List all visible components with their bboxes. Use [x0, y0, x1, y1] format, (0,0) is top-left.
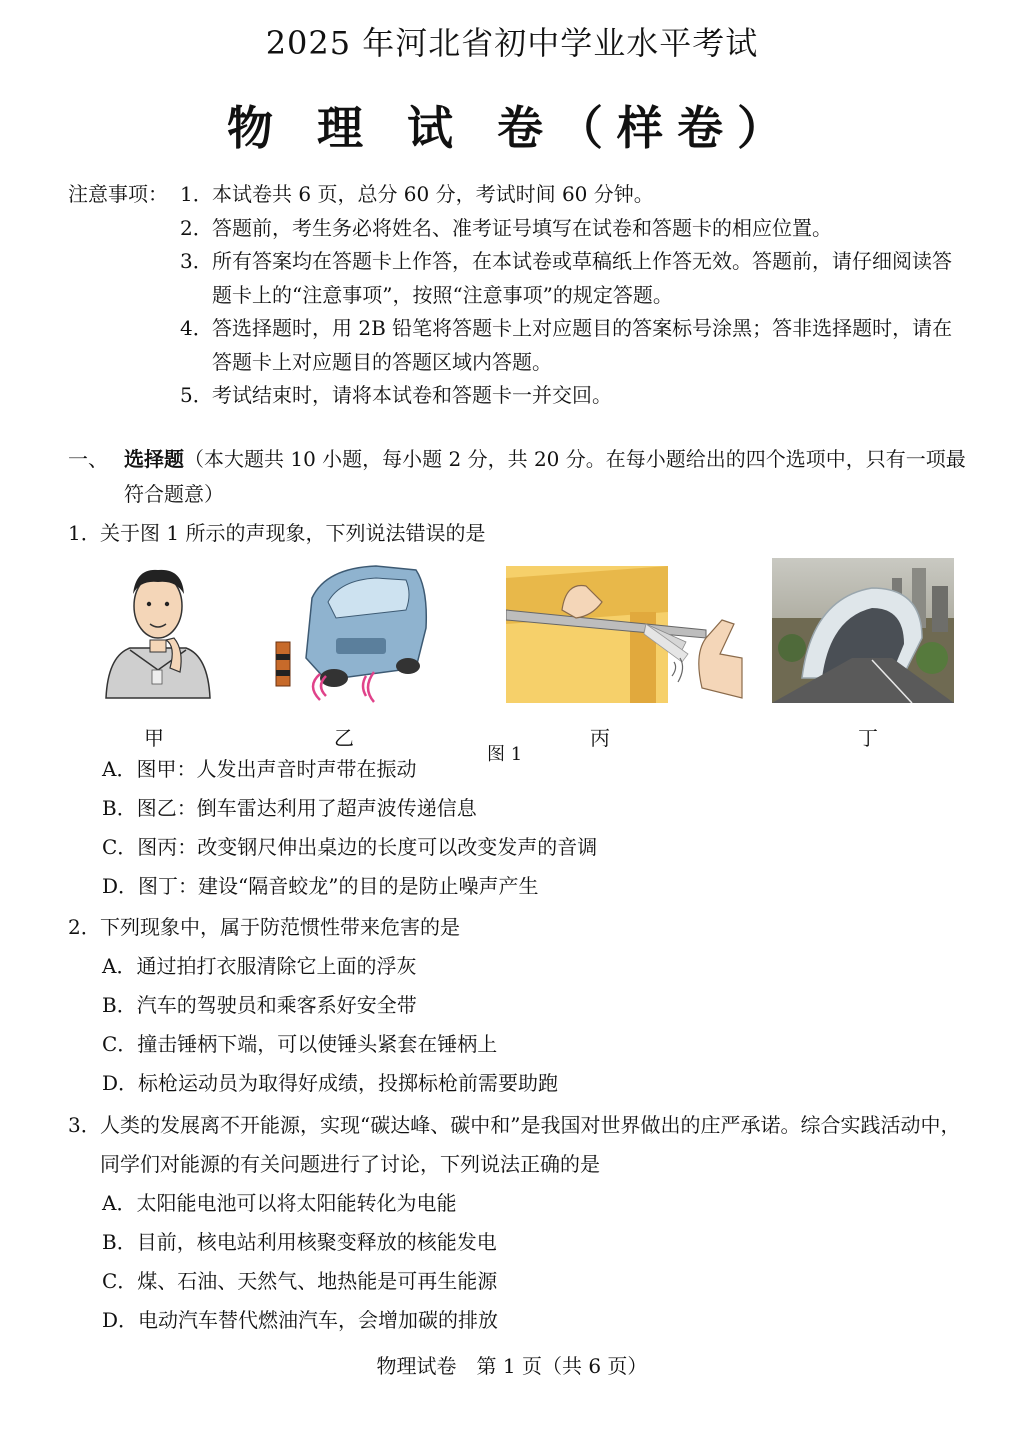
question-number: 1． [68, 521, 101, 545]
question-stem [68, 514, 968, 553]
notice-item [180, 212, 960, 246]
option-b: B．目前，核电站利用核聚变释放的核能发电 [102, 1230, 497, 1254]
figure-car-reversing-radar [266, 558, 432, 703]
option-c: C．图丙：改变钢尺伸出桌边的长度可以改变发声的音调 [102, 835, 598, 859]
notice-item-num: 2． [180, 215, 213, 240]
section-name: 选择题 [124, 447, 184, 471]
option-a: A．图甲：人发出声音时声带在振动 [102, 757, 417, 781]
figure-caption: 丁 [858, 726, 878, 750]
notice-item [180, 312, 960, 379]
notice-item [180, 245, 960, 312]
notice-item [180, 379, 960, 413]
figure-caption: 乙 [334, 726, 354, 750]
option-d: D．电动汽车替代燃油汽车，会增加碳的排放 [102, 1308, 499, 1332]
question-2 [68, 908, 968, 1103]
notice-item-text: 所有答案均在答题卡上作答，在本试卷或草稿纸上作答无效。答题前，请仔细阅读答题卡上的“注意事项”，按照“注意事项”的规定答题。 [212, 249, 952, 307]
option-d: D．图丁：建设“隔音蛟龙”的目的是防止噪声产生 [102, 874, 539, 898]
section-number: 一、 [68, 447, 108, 471]
option-c: C．撞击锤柄下端，可以使锤头紧套在锤柄上 [102, 1032, 498, 1056]
figure-person-speaking [100, 558, 216, 703]
figure-noise-barrier-tunnel [772, 558, 954, 703]
option-b: B．图乙：倒车雷达利用了超声波传递信息 [102, 796, 477, 820]
notice-item-num: 4． [180, 316, 213, 340]
question-number: 2． [68, 915, 101, 939]
question-text: 下列现象中，属于防范惯性带来危害的是 [100, 915, 460, 939]
notice-item-text: 本试卷共 6 页，总分 60 分，考试时间 60 分钟。 [212, 182, 654, 206]
section-header [68, 442, 968, 512]
notice-item-num: 3． [180, 249, 213, 273]
page-footer: 物理试卷 第 1 页（共 6 页） [376, 1354, 648, 1378]
question-stem [68, 1106, 968, 1184]
section-text [124, 442, 968, 512]
notice-item-text: 考试结束时，请将本试卷和答题卡一并交回。 [212, 383, 612, 407]
option-a: A．太阳能电池可以将太阳能转化为电能 [102, 1191, 457, 1215]
notice-label: 注意事项： [68, 182, 168, 206]
notice-item-text: 答选择题时，用 2B 铅笔将答题卡上对应题目的答案标号涂黑；答非选择题时，请在答题卡上对应题目的答题区域内答题。 [212, 316, 953, 374]
figure-caption: 甲 [144, 726, 164, 750]
figure-label: 图 1 [487, 744, 523, 765]
question-stem [68, 908, 968, 947]
figure-caption: 丙 [590, 726, 610, 750]
question-number: 3． [68, 1113, 101, 1137]
notice-list [180, 178, 960, 413]
option-b: B．汽车的驾驶员和乘客系好安全带 [102, 993, 417, 1017]
question-1-options [68, 750, 968, 906]
notice-item-num: 5． [180, 383, 213, 407]
figure-steel-ruler-table [506, 558, 748, 703]
exam-title: 2025 年河北省初中学业水平考试 [265, 24, 759, 62]
question-text: 人类的发展离不开能源，实现“碳达峰、碳中和”是我国对世界做出的庄严承诺。综合实践活动中，同学们对能源的有关问题进行了讨论，下列说法正确的是 [100, 1113, 961, 1176]
question-1 [68, 514, 968, 553]
question-text: 关于图 1 所示的声现象，下列说法错误的是 [100, 521, 486, 545]
option-d: D．标枪运动员为取得好成绩，投掷标枪前需要助跑 [102, 1071, 559, 1095]
section-description: （本大题共 10 小题，每小题 2 分，共 20 分。在每小题给出的四个选项中，只有一项最符合题意） [124, 447, 966, 506]
notice-item-num: 1． [180, 182, 213, 206]
option-a: A．通过拍打衣服清除它上面的浮灰 [102, 954, 417, 978]
paper-subtitle: 物 理 试 卷（样卷） [226, 101, 798, 155]
notice-item [180, 178, 960, 212]
option-c: C．煤、石油、天然气、地热能是可再生能源 [102, 1269, 498, 1293]
question-3 [68, 1106, 968, 1340]
notice-item-text: 答题前，考生务必将姓名、准考证号填写在试卷和答题卡的相应位置。 [212, 215, 832, 240]
